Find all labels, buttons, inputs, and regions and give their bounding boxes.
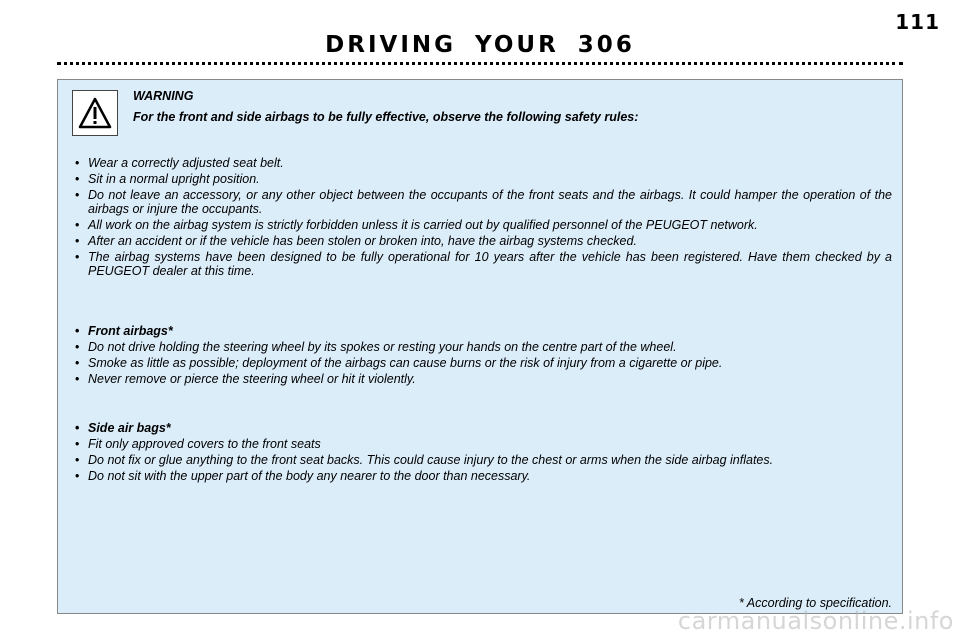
list-item: • Wear a correctly adjusted seat belt.	[72, 156, 892, 170]
general-rules-list	[72, 156, 892, 280]
front-airbags-heading: • Front airbags*	[72, 324, 892, 338]
list-item: • Do not fix or glue anything to the front seat backs. This could cause injury to the chest or arms when the side airbag inflates.	[72, 453, 892, 467]
list-item: • Smoke as little as possible; deployment of the airbags can cause burns or the risk of injury from a cigarette or pipe.	[72, 356, 892, 370]
warning-intro: For the front and side airbags to be fully effective, observe the following safety rules:	[133, 110, 639, 124]
list-item: • After an accident or if the vehicle has been stolen or broken into, have the airbag systems checked.	[72, 234, 892, 248]
title-divider	[57, 62, 903, 65]
list-item: • Never remove or pierce the steering wheel or hit it violently.	[72, 372, 892, 386]
front-airbags-list	[72, 324, 892, 388]
warning-heading: WARNING	[133, 89, 194, 103]
page-title: DRIVING YOUR 306	[325, 32, 635, 58]
watermark: carmanualsonline.info	[677, 607, 954, 635]
airbag-warning-panel	[57, 79, 903, 614]
list-item: • Do not sit with the upper part of the body any nearer to the door than necessary.	[72, 469, 892, 483]
list-item: • Sit in a normal upright position.	[72, 172, 892, 186]
side-airbags-heading: • Side air bags*	[72, 421, 892, 435]
list-item: • Do not drive holding the steering wheel by its spokes or resting your hands on the centre part of the wheel.	[72, 340, 892, 354]
side-airbags-list	[72, 421, 892, 485]
list-item: • Fit only approved covers to the front seats	[72, 437, 892, 451]
list-item: • The airbag systems have been designed to be fully operational for 10 years after the vehicle has been registered. Have them checked by a PEUGEOT dealer at this time.	[72, 250, 892, 278]
warning-triangle-icon	[72, 90, 118, 136]
list-item: • All work on the airbag system is strictly forbidden unless it is carried out by qualified personnel of the PEUGEOT network.	[72, 218, 892, 232]
page-number: 111	[895, 10, 940, 34]
list-item: • Do not leave an accessory, or any other object between the occupants of the front seats and the airbags. It could hamper the operation of the airbags or injure the occupants.	[72, 188, 892, 216]
footnote: * According to specification.	[738, 596, 892, 610]
